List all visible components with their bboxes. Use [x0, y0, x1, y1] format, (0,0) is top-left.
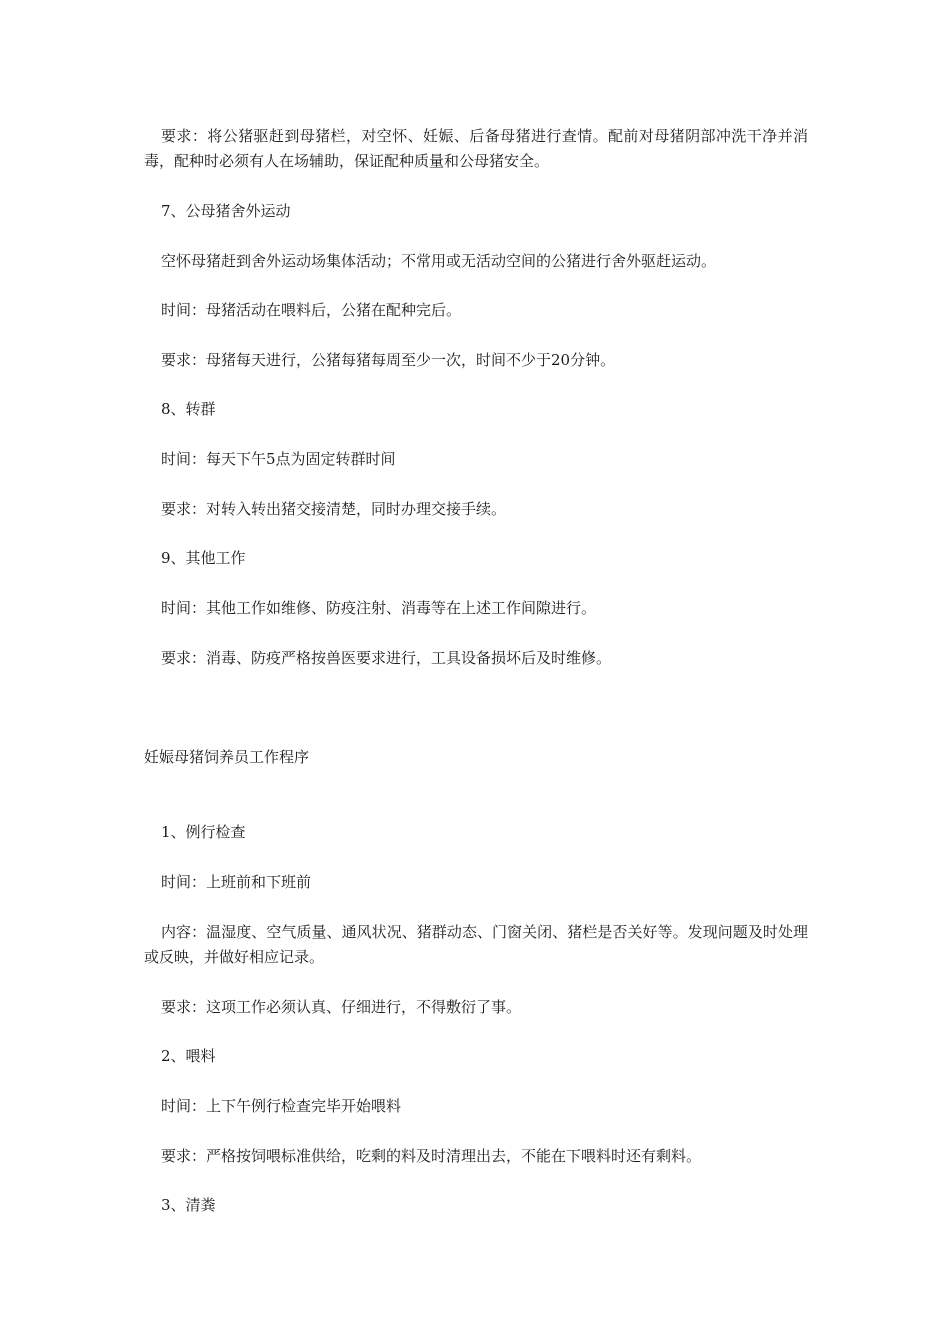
section-heading-feeding: 2、喂料 [161, 1047, 216, 1065]
paragraph-exercise-requirement: 要求：母猪每天进行，公猪每猪每周至少一次，时间不少于20分钟。 [161, 351, 616, 369]
section-heading-routine-check: 1、例行检查 [161, 823, 246, 841]
paragraph-check-requirement: 要求：这项工作必须认真、仔细进行，不得敷衍了事。 [161, 998, 522, 1016]
paragraph-other-work-requirement: 要求：消毒、防疫严格按兽医要求进行，工具设备损坏后及时维修。 [161, 649, 612, 667]
section-heading-outdoor-exercise: 7、公母猪舍外运动 [161, 202, 291, 220]
paragraph-outdoor-exercise: 空怀母猪赶到舍外运动场集体活动；不常用或无活动空间的公猪进行舍外驱赶运动。 [161, 252, 717, 270]
paragraph-feeding-time: 时间：上下午例行检查完毕开始喂料 [161, 1097, 402, 1115]
paragraph-exercise-time: 时间：母猪活动在喂料后，公猪在配种完后。 [161, 301, 462, 319]
section-heading-transfer: 8、转群 [161, 400, 216, 418]
section-heading-manure-cleaning: 3、清粪 [161, 1196, 216, 1214]
paragraph-check-content: 内容：温湿度、空气质量、通风状况、猪群动态、门窗关闭、猪栏是否关好等。发现问题及时处理或反映，并做好相应记录。 [144, 923, 808, 966]
paragraph-boar-requirement: 要求：将公猪驱赶到母猪栏，对空怀、妊娠、后备母猪进行查情。配前对母猪阴部冲洗干净并消毒，配种时必须有人在场辅助，保证配种质量和公母猪安全。 [144, 127, 808, 170]
paragraph-transfer-time: 时间：每天下午5点为固定转群时间 [161, 450, 396, 468]
paragraph-check-time: 时间：上班前和下班前 [161, 873, 312, 891]
paragraph-transfer-requirement: 要求：对转入转出猪交接清楚，同时办理交接手续。 [161, 500, 507, 518]
section-heading-other-work: 9、其他工作 [161, 549, 246, 567]
document-section-title: 妊娠母猪饲养员工作程序 [144, 748, 310, 766]
paragraph-other-work-time: 时间：其他工作如维修、防疫注射、消毒等在上述工作间隙进行。 [161, 599, 597, 617]
paragraph-feeding-requirement: 要求：严格按饲喂标准供给，吃剩的料及时清理出去，不能在下喂料时还有剩料。 [161, 1147, 702, 1165]
